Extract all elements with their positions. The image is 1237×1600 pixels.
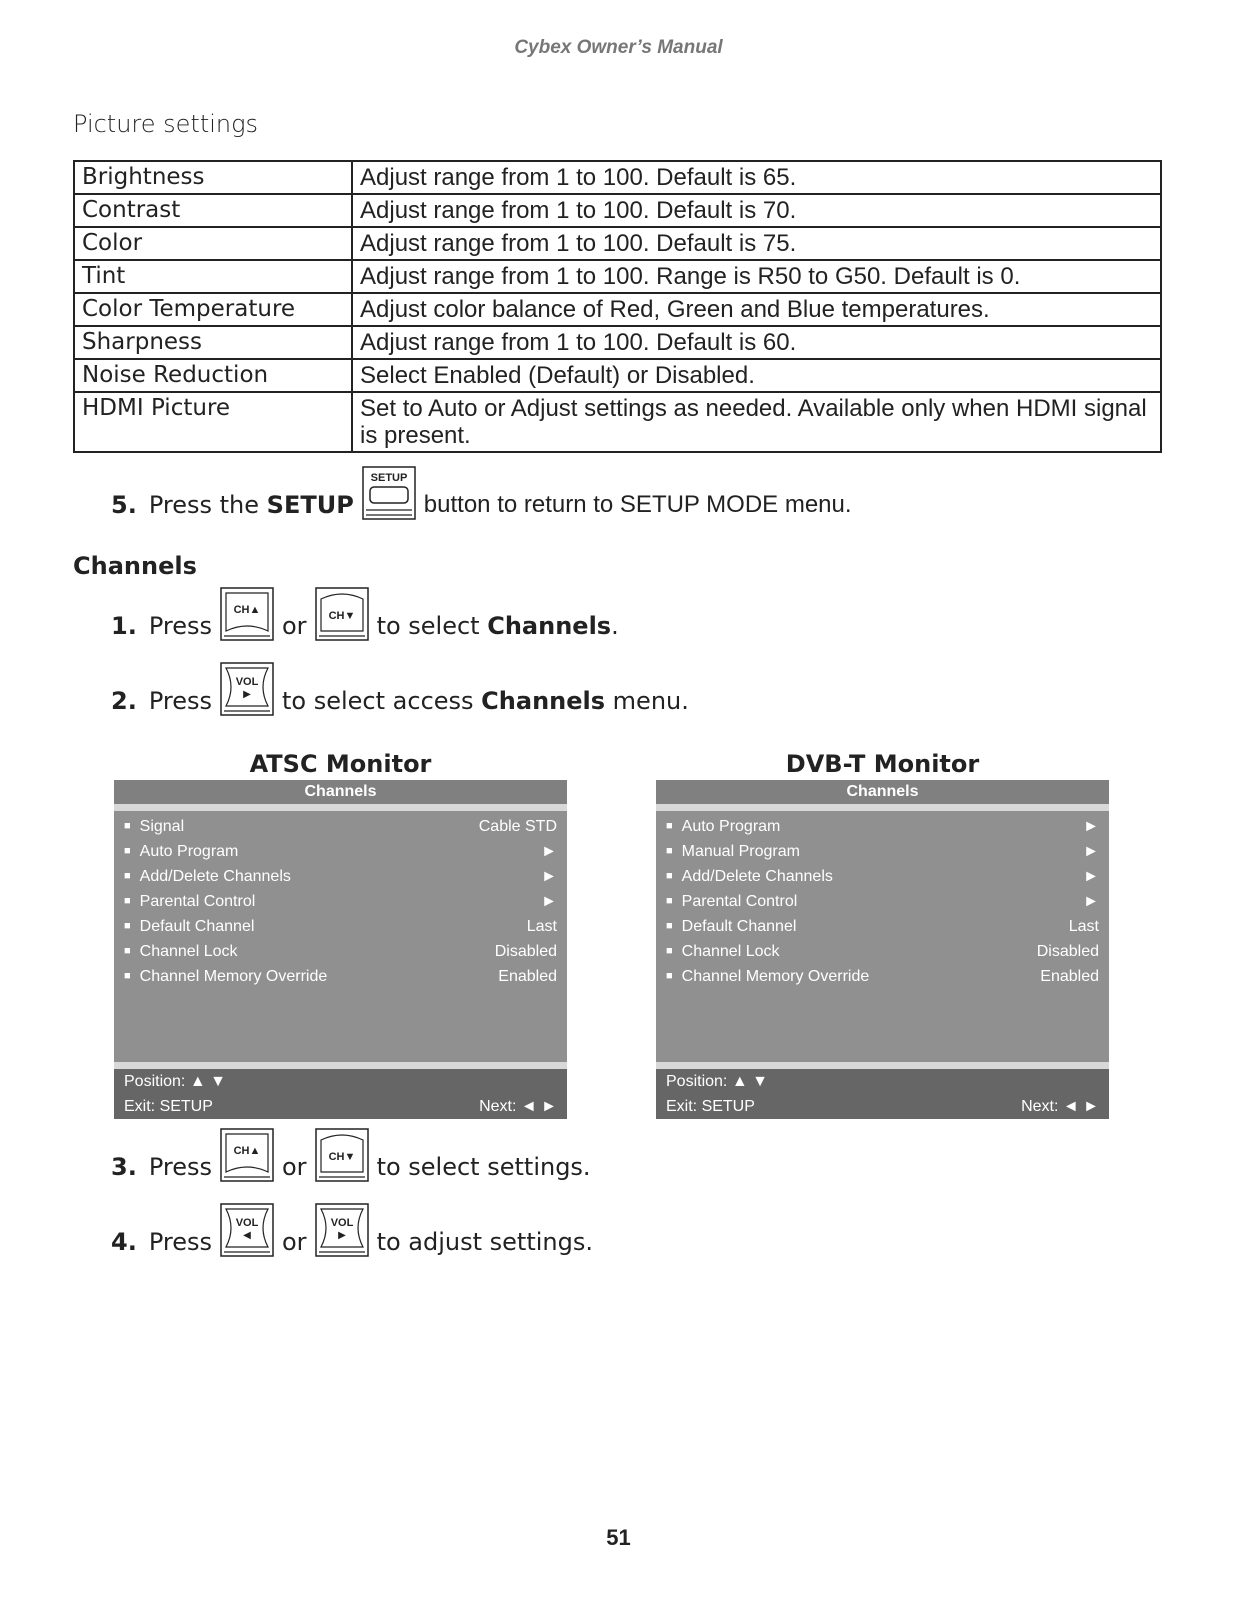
volume-left-icon	[220, 1203, 274, 1257]
osd-menu-item[interactable]	[114, 889, 567, 914]
menu-item-value: ►	[1083, 868, 1099, 885]
menu-item-label: ■ Channel Lock	[666, 939, 780, 964]
svg-text:VOL: VOL	[330, 1217, 353, 1229]
step-text: or	[282, 1228, 307, 1256]
channel-down-icon	[315, 1128, 369, 1182]
step-text: Press the	[148, 491, 260, 519]
step-text: to select	[376, 612, 480, 640]
footer-position-hint: Position: ▲ ▼	[666, 1073, 768, 1090]
footer-position-hint: Position: ▲ ▼	[124, 1073, 226, 1090]
channel-down-icon	[315, 587, 369, 641]
step-text: or	[282, 1153, 307, 1181]
svg-text:VOL: VOL	[235, 1217, 259, 1229]
osd-screen	[114, 780, 567, 1119]
menu-item-label: ■ Signal	[124, 814, 184, 839]
menu-item-value: ►	[1083, 893, 1099, 910]
table-row	[74, 293, 1161, 326]
svg-text:SETUP: SETUP	[370, 472, 408, 484]
step-bold-text: SETUP	[266, 491, 354, 519]
channel-up-icon	[220, 587, 274, 641]
footer-exit-hint: Exit: SETUP	[666, 1098, 755, 1115]
osd-menu-item[interactable]	[114, 964, 567, 989]
picture-settings-table	[73, 160, 1162, 453]
svg-text:CH▲: CH▲	[233, 1145, 261, 1157]
osd-menu-item[interactable]	[114, 864, 567, 889]
step-1	[111, 587, 619, 641]
step-text: Press	[148, 687, 212, 715]
volume-right-icon	[315, 1203, 369, 1257]
menu-item-value: ►	[541, 843, 557, 860]
svg-text:VOL: VOL	[235, 676, 259, 688]
setup-button-icon	[362, 466, 416, 520]
table-row	[74, 392, 1161, 452]
osd-menu-item[interactable]	[656, 914, 1109, 939]
osd-menu-item[interactable]	[656, 814, 1109, 839]
menu-item-value: Last	[526, 918, 557, 935]
step-number: 4.	[111, 1228, 137, 1256]
dvbt-monitor	[656, 750, 1109, 1119]
table-row	[74, 359, 1161, 392]
svg-text:CH▼: CH▼	[328, 1151, 355, 1163]
osd-menu-item[interactable]	[114, 814, 567, 839]
setting-description: Adjust range from 1 to 100. Default is 65.	[352, 161, 1161, 194]
osd-menu-item[interactable]	[656, 864, 1109, 889]
osd-footer	[656, 1062, 1109, 1119]
menu-item-label: ■ Add/Delete Channels	[124, 864, 291, 889]
osd-menu-item[interactable]	[114, 839, 567, 864]
step-text: to select settings.	[376, 1153, 591, 1181]
footer-exit-hint: Exit: SETUP	[124, 1098, 213, 1115]
setting-description: Adjust range from 1 to 100. Range is R50 to G50. Default is 0.	[352, 260, 1161, 293]
step-text: to select access	[282, 687, 474, 715]
osd-menu-title: Channels	[656, 780, 1109, 811]
footer-next-hint: Next: ◄ ►	[479, 1098, 557, 1115]
step-4	[111, 1203, 593, 1257]
page-number: 51	[606, 1525, 631, 1550]
menu-item-value: Disabled	[494, 943, 557, 960]
setting-description: Adjust range from 1 to 100. Default is 60.	[352, 326, 1161, 359]
running-header: Cybex Owner’s Manual	[514, 37, 723, 58]
osd-screen	[656, 780, 1109, 1119]
volume-right-icon	[220, 662, 274, 716]
setting-description: Select Enabled (Default) or Disabled.	[352, 359, 1161, 392]
monitor-title: DVB-T Monitor	[785, 750, 980, 778]
setting-name: HDMI Picture	[74, 392, 352, 452]
channel-up-icon	[220, 1128, 274, 1182]
osd-menu-item[interactable]	[656, 889, 1109, 914]
atsc-monitor	[114, 750, 567, 1119]
step-number: 2.	[111, 687, 137, 715]
setting-name: Color	[74, 227, 352, 260]
osd-menu-list	[114, 811, 567, 1062]
setting-description: Set to Auto or Adjust settings as needed. Available only when HDMI signal is present.	[352, 392, 1161, 452]
table-row	[74, 161, 1161, 194]
table-row	[74, 326, 1161, 359]
step-bold-text: Channels	[487, 612, 612, 640]
step-text: menu.	[612, 687, 689, 715]
menu-item-label: ■ Parental Control	[666, 889, 797, 914]
setting-name: Color Temperature	[74, 293, 352, 326]
menu-item-value: Disabled	[1036, 943, 1099, 960]
svg-text:◀: ◀	[243, 1230, 251, 1241]
step-text: button to return to SETUP MODE menu.	[423, 491, 852, 518]
setting-description: Adjust range from 1 to 100. Default is 75.	[352, 227, 1161, 260]
monitor-title: ATSC Monitor	[249, 750, 432, 778]
channels-heading: Channels	[73, 552, 197, 580]
step-text: or	[282, 612, 307, 640]
table-row	[74, 194, 1161, 227]
step-2	[111, 662, 689, 716]
menu-item-value: ►	[1083, 843, 1099, 860]
menu-item-value: Cable STD	[478, 818, 557, 835]
svg-text:▶: ▶	[243, 689, 251, 700]
menu-item-value: ►	[541, 868, 557, 885]
menu-item-value: ►	[541, 893, 557, 910]
step-bold-text: Channels	[481, 687, 606, 715]
svg-text:CH▼: CH▼	[328, 610, 355, 622]
osd-menu-item[interactable]	[656, 839, 1109, 864]
menu-item-value: Enabled	[498, 968, 557, 985]
osd-menu-title: Channels	[114, 780, 567, 811]
menu-item-label: ■ Manual Program	[666, 839, 800, 864]
setting-description: Adjust color balance of Red, Green and Blue temperatures.	[352, 293, 1161, 326]
step-text: .	[611, 612, 619, 640]
setting-name: Contrast	[74, 194, 352, 227]
menu-item-label: ■ Add/Delete Channels	[666, 864, 833, 889]
osd-menu-item[interactable]	[656, 964, 1109, 989]
footer-next-hint: Next: ◄ ►	[1021, 1098, 1099, 1115]
menu-item-label: ■ Channel Memory Override	[124, 964, 327, 989]
menu-item-label: ■ Default Channel	[124, 914, 254, 939]
step-text: to adjust settings.	[376, 1228, 593, 1256]
step-number: 1.	[111, 612, 137, 640]
setting-name: Noise Reduction	[74, 359, 352, 392]
osd-menu-list	[656, 811, 1109, 1062]
step-text: Press	[148, 1228, 212, 1256]
menu-item-value: ►	[1083, 818, 1099, 835]
setting-name: Brightness	[74, 161, 352, 194]
osd-menu-item[interactable]	[656, 939, 1109, 964]
menu-item-value: Last	[1068, 918, 1099, 935]
step-5	[111, 466, 852, 520]
svg-text:CH▲: CH▲	[233, 604, 261, 616]
setting-name: Sharpness	[74, 326, 352, 359]
table-row	[74, 227, 1161, 260]
menu-item-label: ■ Auto Program	[666, 814, 780, 839]
step-number: 5.	[111, 491, 137, 519]
step-3	[111, 1128, 591, 1182]
table-row	[74, 260, 1161, 293]
menu-item-label: ■ Auto Program	[124, 839, 238, 864]
svg-text:▶: ▶	[337, 1230, 346, 1241]
setting-description: Adjust range from 1 to 100. Default is 70.	[352, 194, 1161, 227]
menu-item-value: Enabled	[1040, 968, 1099, 985]
section-title: Picture settings	[73, 110, 259, 138]
menu-item-label: ■ Default Channel	[666, 914, 796, 939]
step-text: Press	[148, 1153, 212, 1181]
menu-item-label: ■ Channel Lock	[124, 939, 238, 964]
osd-footer	[114, 1062, 567, 1119]
step-text: Press	[148, 612, 212, 640]
osd-menu-item[interactable]	[114, 914, 567, 939]
step-number: 3.	[111, 1153, 137, 1181]
osd-menu-item[interactable]	[114, 939, 567, 964]
menu-item-label: ■ Parental Control	[124, 889, 255, 914]
menu-item-label: ■ Channel Memory Override	[666, 964, 869, 989]
setting-name: Tint	[74, 260, 352, 293]
